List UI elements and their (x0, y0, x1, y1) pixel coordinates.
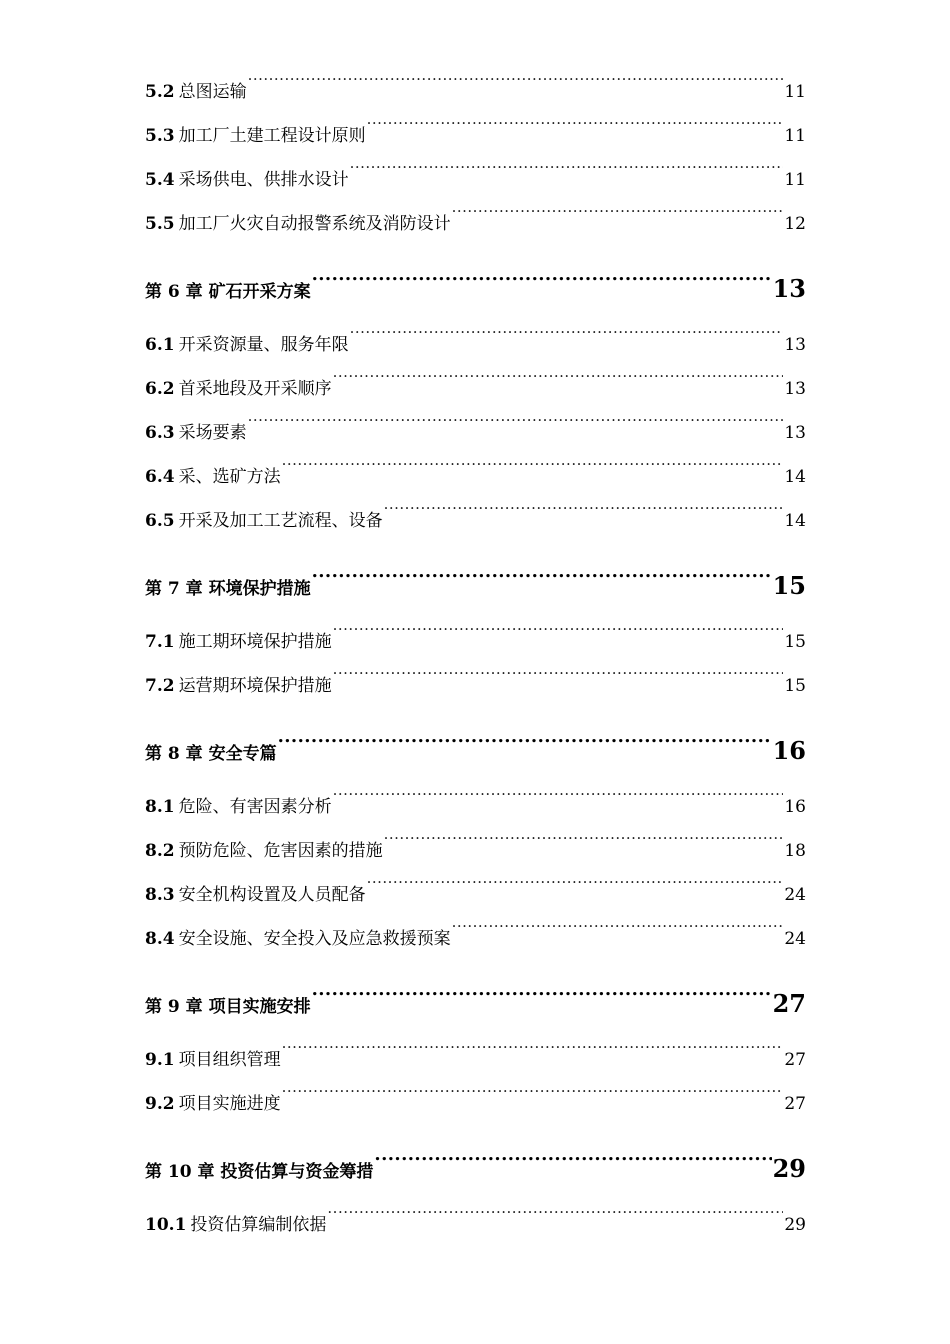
section-number: 6.5 (145, 511, 175, 531)
section-title: 安全机构设置及人员配备 (178, 885, 366, 905)
section-title: 项目组织管理 (178, 1050, 281, 1070)
dot-leader (282, 1089, 784, 1109)
page-number: 14 (784, 511, 806, 531)
dot-leader (327, 1210, 783, 1230)
section-title: 采、选矿方法 (178, 467, 281, 487)
toc-entry-5-2[interactable] (145, 70, 806, 114)
toc-entry-6-1[interactable] (145, 323, 806, 367)
chapter-label: 第 8 章 (145, 744, 203, 764)
section-number: 7.2 (145, 676, 175, 696)
page-number: 27 (772, 989, 806, 1018)
dot-leader (333, 671, 784, 691)
toc-chapter-6[interactable] (145, 267, 806, 311)
page-number: 11 (784, 170, 806, 190)
page-number: 11 (784, 82, 806, 102)
page-number: 15 (784, 632, 806, 652)
chapter-title: 投资估算与资金筹措 (220, 1162, 374, 1182)
chapter-title: 矿石开采方案 (208, 282, 311, 302)
page-number: 13 (772, 274, 806, 303)
toc-entry-5-3[interactable] (145, 114, 806, 158)
section-number: 6.4 (145, 467, 175, 487)
section-title: 加工厂土建工程设计原则 (178, 126, 366, 146)
dot-leader (312, 275, 772, 297)
page-number: 16 (784, 797, 806, 817)
toc-entry-9-1[interactable] (145, 1038, 806, 1082)
section-number: 9.1 (145, 1050, 175, 1070)
page-number: 13 (784, 379, 806, 399)
toc-chapter-7[interactable] (145, 564, 806, 608)
page-number: 24 (784, 885, 806, 905)
toc-entry-6-4[interactable] (145, 455, 806, 499)
chapter-label: 第 10 章 (145, 1162, 215, 1182)
toc-chapter-8[interactable] (145, 729, 806, 773)
section-number: 5.4 (145, 170, 175, 190)
section-number: 8.2 (145, 841, 175, 861)
section-number: 8.4 (145, 929, 175, 949)
dot-leader (384, 506, 784, 526)
dot-leader (248, 77, 784, 97)
toc-entry-5-5[interactable] (145, 202, 806, 246)
section-number: 8.3 (145, 885, 175, 905)
page-number: 13 (784, 423, 806, 443)
dot-leader (282, 462, 784, 482)
dot-leader (278, 737, 772, 759)
page-number: 16 (772, 736, 806, 765)
table-of-contents (145, 70, 806, 1247)
section-title: 采场要素 (178, 423, 247, 443)
toc-entry-8-2[interactable] (145, 829, 806, 873)
dot-leader (333, 627, 784, 647)
page-number: 15 (772, 571, 806, 600)
dot-leader (312, 572, 772, 594)
toc-entry-6-5[interactable] (145, 499, 806, 543)
toc-entry-6-2[interactable] (145, 367, 806, 411)
page-number: 13 (784, 335, 806, 355)
dot-leader (367, 880, 784, 900)
section-number: 5.2 (145, 82, 175, 102)
dot-leader (282, 1045, 784, 1065)
dot-leader (248, 418, 784, 438)
dot-leader (333, 374, 784, 394)
section-title: 运营期环境保护措施 (178, 676, 332, 696)
section-number: 5.5 (145, 214, 175, 234)
toc-entry-8-3[interactable] (145, 873, 806, 917)
page-number: 24 (784, 929, 806, 949)
section-title: 危险、有害因素分析 (178, 797, 332, 817)
section-title: 施工期环境保护措施 (178, 632, 332, 652)
toc-entry-9-2[interactable] (145, 1082, 806, 1126)
dot-leader (350, 330, 784, 350)
dot-leader (312, 990, 772, 1012)
section-title: 首采地段及开采顺序 (178, 379, 332, 399)
toc-entry-8-4[interactable] (145, 917, 806, 961)
toc-chapter-10[interactable] (145, 1147, 806, 1191)
section-title: 预防危险、危害因素的措施 (178, 841, 383, 861)
section-title: 加工厂火灾自动报警系统及消防设计 (178, 214, 451, 234)
section-title: 采场供电、供排水设计 (178, 170, 349, 190)
chapter-label: 第 6 章 (145, 282, 203, 302)
section-title: 总图运输 (178, 82, 247, 102)
dot-leader (452, 924, 784, 944)
toc-entry-7-1[interactable] (145, 620, 806, 664)
section-title: 开采及加工工艺流程、设备 (178, 511, 383, 531)
chapter-label: 第 9 章 (145, 997, 203, 1017)
page-number: 12 (784, 214, 806, 234)
page-number: 29 (772, 1154, 806, 1183)
toc-chapter-9[interactable] (145, 982, 806, 1026)
chapter-title: 环境保护措施 (208, 579, 311, 599)
page-number: 15 (784, 676, 806, 696)
page-number: 27 (784, 1050, 806, 1070)
page-number: 29 (784, 1215, 806, 1235)
dot-leader (333, 792, 784, 812)
section-number: 9.2 (145, 1094, 175, 1114)
page-number: 11 (784, 126, 806, 146)
section-number: 6.3 (145, 423, 175, 443)
toc-entry-7-2[interactable] (145, 664, 806, 708)
page-number: 27 (784, 1094, 806, 1114)
dot-leader (384, 836, 784, 856)
section-number: 6.1 (145, 335, 175, 355)
section-number: 6.2 (145, 379, 175, 399)
section-number: 7.1 (145, 632, 175, 652)
page-number: 18 (784, 841, 806, 861)
dot-leader (452, 209, 784, 229)
chapter-label: 第 7 章 (145, 579, 203, 599)
toc-entry-8-1[interactable] (145, 785, 806, 829)
section-number: 8.1 (145, 797, 175, 817)
section-number: 5.3 (145, 126, 175, 146)
section-title: 开采资源量、服务年限 (178, 335, 349, 355)
section-title: 投资估算编制依据 (190, 1215, 327, 1235)
section-title: 项目实施进度 (178, 1094, 281, 1114)
chapter-title: 安全专篇 (208, 744, 277, 764)
dot-leader (350, 165, 784, 185)
dot-leader (367, 121, 784, 141)
chapter-title: 项目实施安排 (208, 997, 311, 1017)
page-number: 14 (784, 467, 806, 487)
toc-entry-5-4[interactable] (145, 158, 806, 202)
dot-leader (374, 1155, 771, 1177)
toc-entry-6-3[interactable] (145, 411, 806, 455)
section-title: 安全设施、安全投入及应急救援预案 (178, 929, 451, 949)
toc-entry-10-1[interactable] (145, 1203, 806, 1247)
section-number: 10.1 (145, 1215, 187, 1235)
